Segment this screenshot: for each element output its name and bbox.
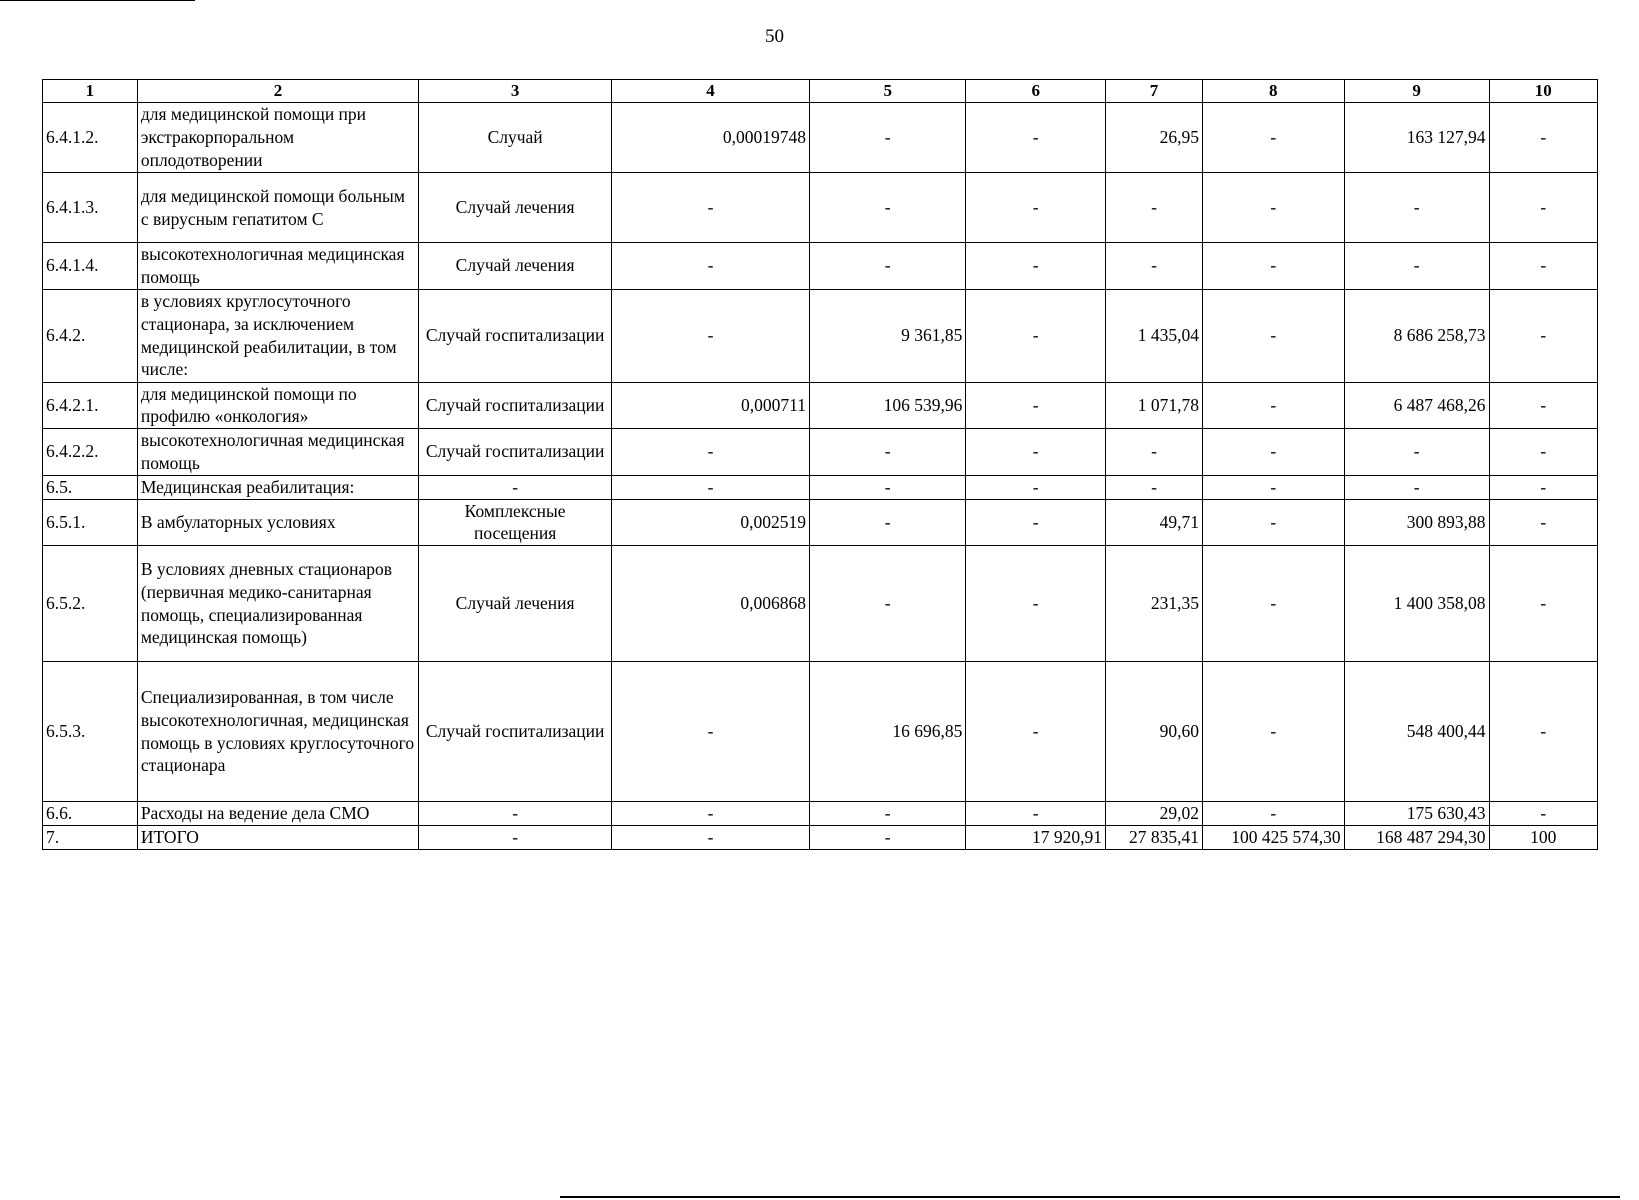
- page-number: 50: [765, 26, 784, 47]
- row-name: В условиях дневных стационаров (первичная медико-санитарная помощь, специализированная медицинская помощь): [137, 546, 418, 662]
- cell-col6: -: [966, 499, 1106, 546]
- cell-col7: 231,35: [1106, 546, 1203, 662]
- cell-col9: 6 487 468,26: [1344, 382, 1489, 429]
- data-table: [42, 79, 1598, 850]
- row-name: высокотехнологичная медицинская помощь: [137, 429, 418, 476]
- cell-col7: 29,02: [1106, 802, 1203, 826]
- cell-col9: 8 686 258,73: [1344, 289, 1489, 382]
- row-code: 6.5.3.: [43, 662, 138, 802]
- cell-col5: -: [810, 499, 966, 546]
- cell-col9: 300 893,88: [1344, 499, 1489, 546]
- row-name: Специализированная, в том числе высокотехнологичная, медицинская помощь в условиях круглосуточного стационара: [137, 662, 418, 802]
- col-header: 8: [1202, 80, 1344, 103]
- cell-col5: -: [810, 802, 966, 826]
- cell-col8: -: [1202, 382, 1344, 429]
- cell-col9: -: [1344, 429, 1489, 476]
- cell-col10: -: [1489, 173, 1597, 243]
- row-name: В амбулаторных условиях: [137, 499, 418, 546]
- cell-col8: -: [1202, 289, 1344, 382]
- cell-col9: -: [1344, 475, 1489, 499]
- row-unit: Случай лечения: [419, 243, 612, 290]
- row-name: высокотехнологичная медицинская помощь: [137, 243, 418, 290]
- col-header: 7: [1106, 80, 1203, 103]
- row-unit: Случай лечения: [419, 173, 612, 243]
- row-unit: -: [419, 475, 612, 499]
- row-unit: Случай госпитализации: [419, 289, 612, 382]
- cell-col6: -: [966, 475, 1106, 499]
- col-header: 3: [419, 80, 612, 103]
- col-header: 4: [612, 80, 810, 103]
- cell-col9: 168 487 294,30: [1344, 826, 1489, 850]
- row-unit: Случай лечения: [419, 546, 612, 662]
- cell-col9: -: [1344, 173, 1489, 243]
- row-code: 6.5.: [43, 475, 138, 499]
- table-row: [43, 499, 1598, 546]
- cell-col7: -: [1106, 243, 1203, 290]
- header-row: [43, 80, 1598, 103]
- cell-col5: -: [810, 429, 966, 476]
- cell-col5: -: [810, 243, 966, 290]
- cell-col5: -: [810, 103, 966, 173]
- cell-col5: -: [810, 173, 966, 243]
- cell-col10: -: [1489, 546, 1597, 662]
- cell-col7: 27 835,41: [1106, 826, 1203, 850]
- table-row: [43, 475, 1598, 499]
- row-unit: Комплексные посещения: [419, 499, 612, 546]
- cell-col4: -: [612, 243, 810, 290]
- cell-col4: -: [612, 429, 810, 476]
- cell-col10: -: [1489, 289, 1597, 382]
- cell-col4: -: [612, 475, 810, 499]
- col-header: 1: [43, 80, 138, 103]
- cell-col9: 175 630,43: [1344, 802, 1489, 826]
- cell-col4: 0,002519: [612, 499, 810, 546]
- table-row: [43, 173, 1598, 243]
- row-name: в условиях круглосуточного стационара, за исключением медицинской реабилитации, в том числе:: [137, 289, 418, 382]
- cell-col8: -: [1202, 103, 1344, 173]
- cell-col6: -: [966, 173, 1106, 243]
- row-code: 6.4.2.: [43, 289, 138, 382]
- cell-col8: -: [1202, 499, 1344, 546]
- table-row: [43, 546, 1598, 662]
- cell-col8: -: [1202, 173, 1344, 243]
- cell-col6: -: [966, 103, 1106, 173]
- row-code: 6.4.1.4.: [43, 243, 138, 290]
- cell-col10: 100: [1489, 826, 1597, 850]
- col-header: 10: [1489, 80, 1597, 103]
- cell-col5: -: [810, 475, 966, 499]
- cell-col4: -: [612, 826, 810, 850]
- total-row: [43, 826, 1598, 850]
- col-header: 2: [137, 80, 418, 103]
- cell-col5: 9 361,85: [810, 289, 966, 382]
- row-code: 7.: [43, 826, 138, 850]
- cell-col4: 0,006868: [612, 546, 810, 662]
- cell-col8: -: [1202, 475, 1344, 499]
- cell-col9: 1 400 358,08: [1344, 546, 1489, 662]
- row-unit: -: [419, 826, 612, 850]
- table-row: [43, 662, 1598, 802]
- row-code: 6.5.2.: [43, 546, 138, 662]
- table-row: [43, 382, 1598, 429]
- cell-col7: 49,71: [1106, 499, 1203, 546]
- row-name: ИТОГО: [137, 826, 418, 850]
- cell-col6: -: [966, 289, 1106, 382]
- cell-col10: -: [1489, 475, 1597, 499]
- cell-col5: -: [810, 546, 966, 662]
- col-header: 9: [1344, 80, 1489, 103]
- row-unit: Случай госпитализации: [419, 382, 612, 429]
- cell-col6: -: [966, 662, 1106, 802]
- row-name: для медицинской помощи больным с вирусным гепатитом С: [137, 173, 418, 243]
- cell-col6: -: [966, 243, 1106, 290]
- cell-col8: -: [1202, 429, 1344, 476]
- row-code: 6.4.2.1.: [43, 382, 138, 429]
- cell-col4: -: [612, 662, 810, 802]
- cell-col4: -: [612, 802, 810, 826]
- col-header: 5: [810, 80, 966, 103]
- cell-col4: -: [612, 289, 810, 382]
- cell-col7: -: [1106, 475, 1203, 499]
- row-unit: Случай госпитализации: [419, 429, 612, 476]
- row-code: 6.5.1.: [43, 499, 138, 546]
- cell-col7: 26,95: [1106, 103, 1203, 173]
- cell-col9: 548 400,44: [1344, 662, 1489, 802]
- cell-col6: -: [966, 546, 1106, 662]
- cell-col6: -: [966, 429, 1106, 476]
- cell-col8: -: [1202, 662, 1344, 802]
- table-row: [43, 243, 1598, 290]
- row-code: 6.4.1.2.: [43, 103, 138, 173]
- row-code: 6.4.2.2.: [43, 429, 138, 476]
- cell-col5: -: [810, 826, 966, 850]
- cell-col8: 100 425 574,30: [1202, 826, 1344, 850]
- row-code: 6.6.: [43, 802, 138, 826]
- col-header: 6: [966, 80, 1106, 103]
- table-row: [43, 103, 1598, 173]
- cell-col4: -: [612, 173, 810, 243]
- cell-col4: 0,00019748: [612, 103, 810, 173]
- cell-col10: -: [1489, 382, 1597, 429]
- cell-col9: -: [1344, 243, 1489, 290]
- cell-col7: 1 435,04: [1106, 289, 1203, 382]
- cell-col7: -: [1106, 173, 1203, 243]
- scan-edge-line: [0, 0, 195, 1]
- row-name: Медицинская реабилитация:: [137, 475, 418, 499]
- cell-col8: -: [1202, 546, 1344, 662]
- cell-col10: -: [1489, 802, 1597, 826]
- cell-col10: -: [1489, 243, 1597, 290]
- cell-col10: -: [1489, 103, 1597, 173]
- cell-col7: -: [1106, 429, 1203, 476]
- row-code: 6.4.1.3.: [43, 173, 138, 243]
- cell-col10: -: [1489, 499, 1597, 546]
- cell-col5: 16 696,85: [810, 662, 966, 802]
- cell-col6: 17 920,91: [966, 826, 1106, 850]
- cell-col10: -: [1489, 662, 1597, 802]
- row-unit: Случай госпитализации: [419, 662, 612, 802]
- cell-col8: -: [1202, 243, 1344, 290]
- cell-col7: 1 071,78: [1106, 382, 1203, 429]
- table-row: [43, 802, 1598, 826]
- cell-col8: -: [1202, 802, 1344, 826]
- scan-edge-line: [560, 1196, 1620, 1198]
- cell-col6: -: [966, 382, 1106, 429]
- row-unit: Случай: [419, 103, 612, 173]
- row-name: для медицинской помощи по профилю «онкология»: [137, 382, 418, 429]
- table-row: [43, 429, 1598, 476]
- row-unit: -: [419, 802, 612, 826]
- row-name: Расходы на ведение дела СМО: [137, 802, 418, 826]
- cell-col5: 106 539,96: [810, 382, 966, 429]
- cell-col6: -: [966, 802, 1106, 826]
- row-name: для медицинской помощи при экстракорпоральном оплодотворении: [137, 103, 418, 173]
- cell-col4: 0,000711: [612, 382, 810, 429]
- cell-col7: 90,60: [1106, 662, 1203, 802]
- table-row: [43, 289, 1598, 382]
- cell-col10: -: [1489, 429, 1597, 476]
- cell-col9: 163 127,94: [1344, 103, 1489, 173]
